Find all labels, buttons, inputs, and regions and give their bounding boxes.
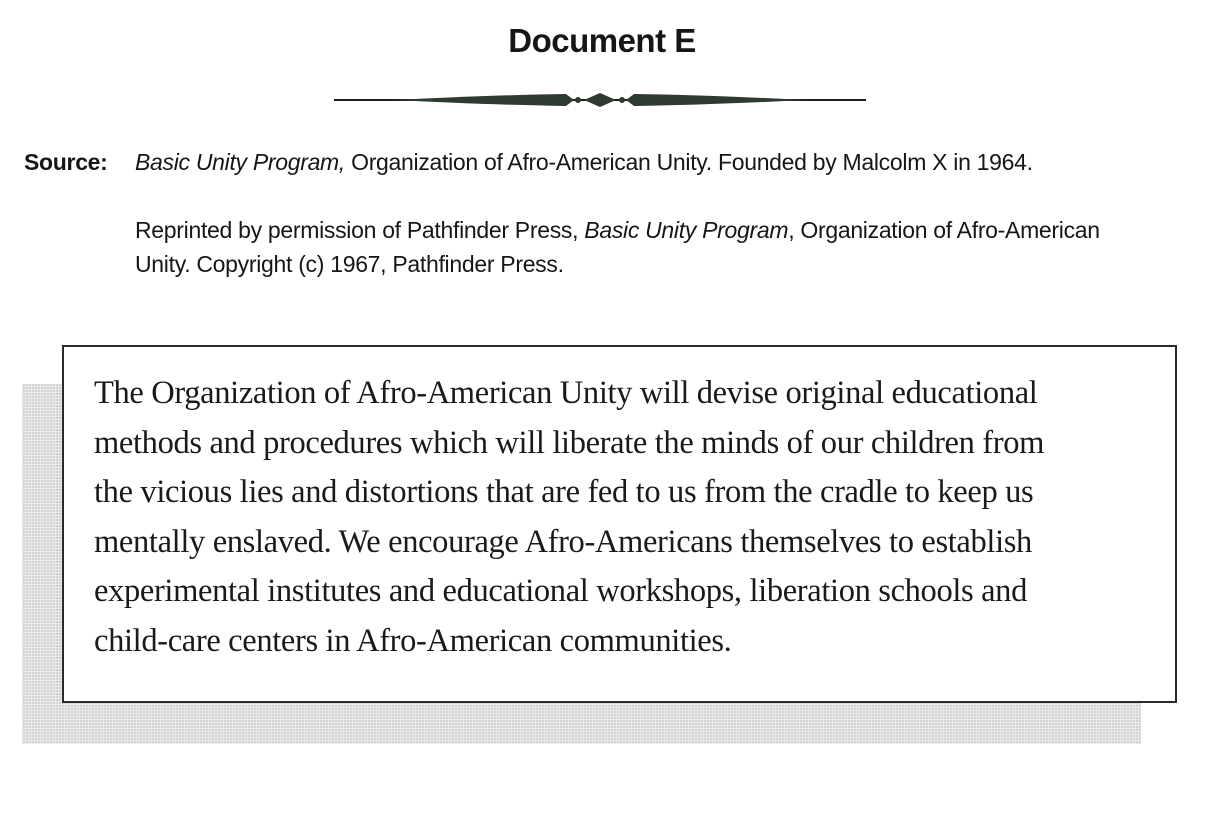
source-citation	[24, 149, 1219, 176]
excerpt-line: experimental institutes and educational workshops, liberation schools and	[94, 573, 1027, 610]
reprint-suffix: , Organization of Afro-American Unity. Copyright (c) 1967, Pathfinder Press.	[135, 217, 1100, 277]
excerpt-line: mentally enslaved. We encourage Afro-Americans themselves to establish	[94, 523, 1032, 560]
ornamental-divider	[334, 86, 866, 114]
source-label: Source:	[24, 149, 108, 175]
source-details: Organization of Afro-American Unity. Founded by Malcolm X in 1964.	[345, 149, 1033, 175]
excerpt-box	[62, 345, 1177, 703]
source-work-title: Basic Unity Program,	[135, 149, 346, 175]
excerpt-line: The Organization of Afro-American Unity will devise original educational	[94, 375, 1038, 411]
reprint-permission	[135, 213, 1155, 281]
excerpt-text	[94, 369, 1159, 667]
reprint-prefix: Reprinted by permission of Pathfinder Press,	[135, 217, 585, 243]
excerpt-line: the vicious lies and distortions that are fed to us from the cradle to keep us	[94, 474, 1034, 511]
document-title: Document E	[508, 22, 696, 59]
reprint-work-title: Basic Unity Program	[584, 217, 789, 243]
excerpt-line: methods and procedures which will liberate the minds of our children from	[94, 424, 1045, 461]
excerpt-line: child-care centers in Afro-American communities.	[94, 622, 732, 659]
